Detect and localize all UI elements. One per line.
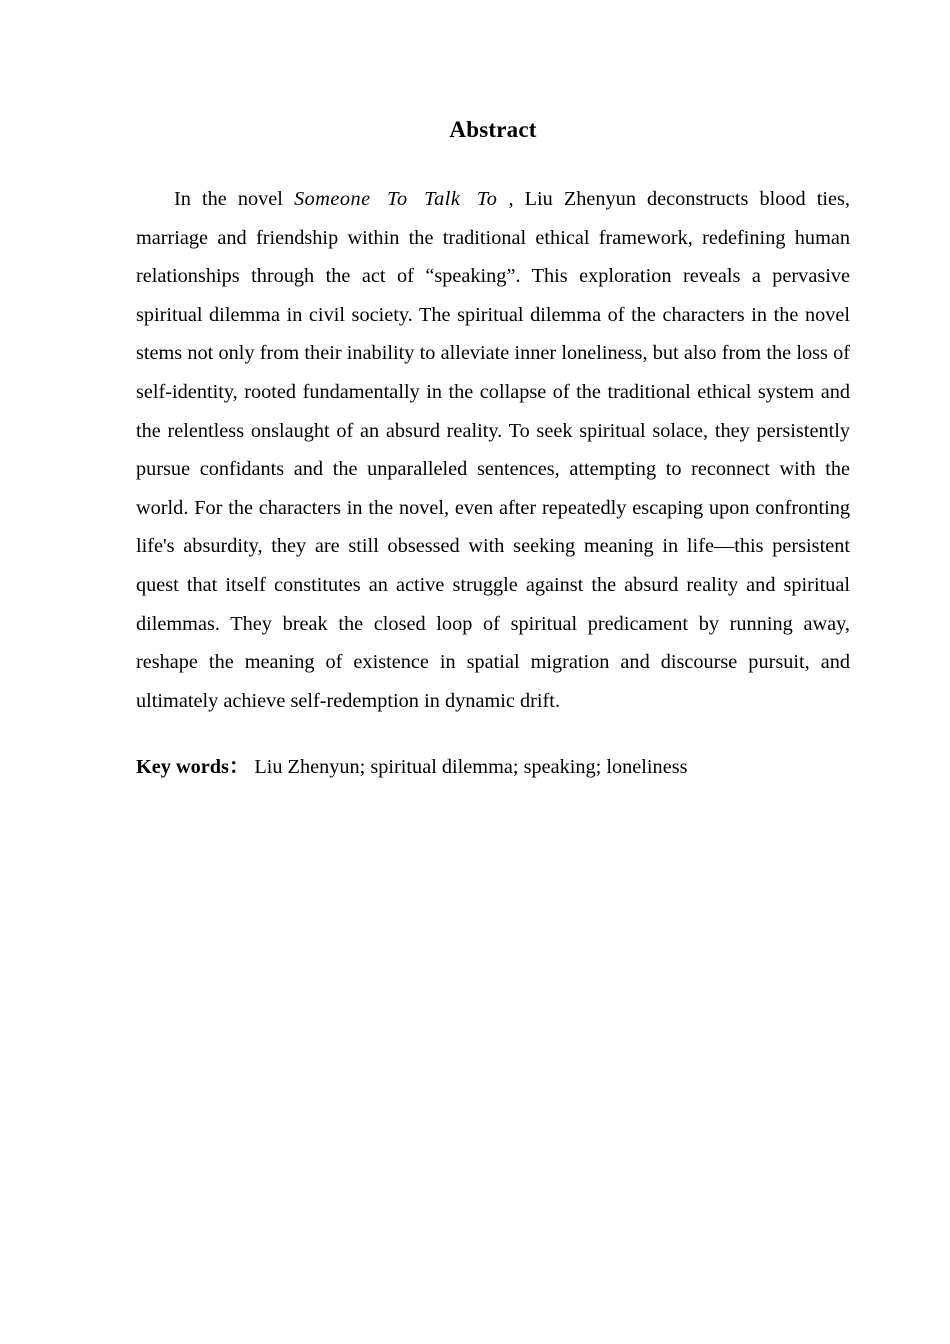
page-title: Abstract: [449, 117, 537, 142]
abstract-text-lead: In the novel: [174, 188, 294, 210]
page-content: [136, 0, 850, 787]
abstract-text-body: , Liu Zhenyun deconstructs blood ties, marriage and friendship within the traditional ethical framework, redefining human relationships through the act of “speaking”. This exploration reveals a pervasive spiritual dilemma in civil society. The spiritual dilemma of the characters in the novel stems not only from their inability to alleviate inner loneliness, but also from the loss of self-identity, rooted fundamentally in the collapse of the traditional ethical system and the relentless onslaught of an absurd reality. To seek spiritual solace, they persistently pursue confidants and the unparalleled sentences, attempting to reconnect with the world. For the characters in the novel, even after repeatedly escaping upon confronting life's absurdity, they are still obsessed with seeking meaning in life—this persistent quest that itself constitutes an active struggle against the absurd reality and spiritual dilemmas. They break the closed loop of spiritual predicament by running away, reshape the meaning of existence in spatial migration and discourse pursuit, and ultimately achieve self-redemption in dynamic drift.: [136, 188, 850, 712]
novel-title-italic: Someone To Talk To: [293, 188, 498, 210]
keywords-values: Liu Zhenyun; spiritual dilemma; speaking; loneliness: [254, 756, 688, 779]
keywords-colon: ：: [228, 756, 250, 779]
keywords-label: Key words: [136, 756, 229, 779]
keywords-line: [136, 720, 850, 787]
abstract-paragraph: [136, 143, 850, 720]
